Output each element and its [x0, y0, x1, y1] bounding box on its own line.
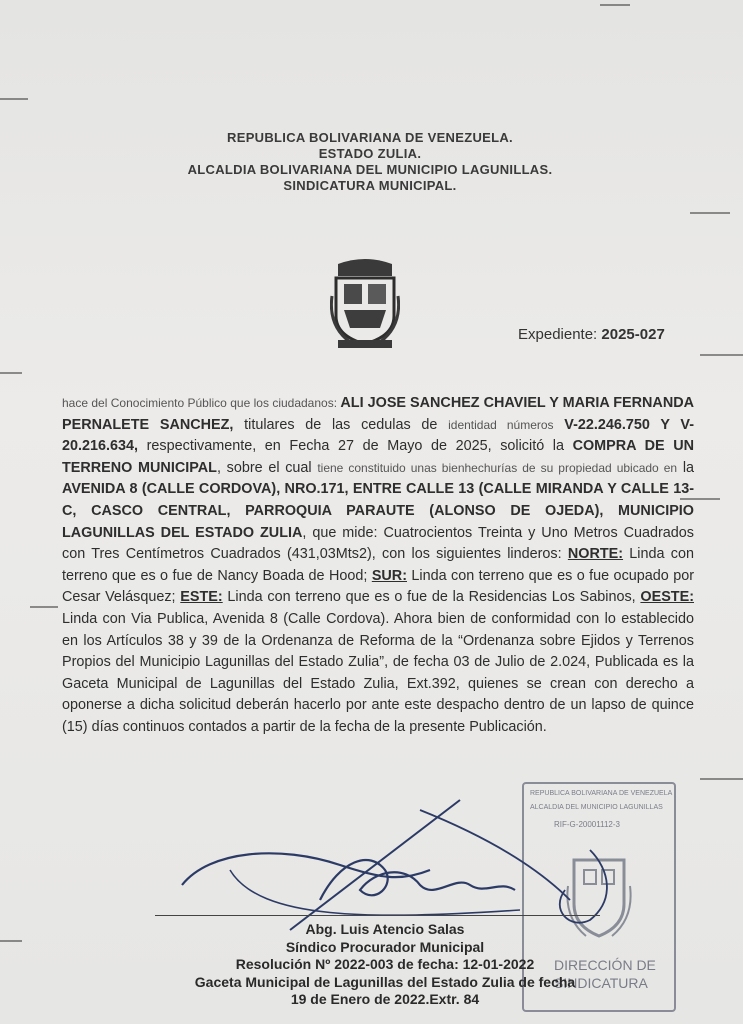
signatory-name: Abg. Luis Atencio Salas: [305, 921, 465, 937]
south-boundary-label: SUR:: [371, 567, 407, 584]
stamp-line: SINDICATURA: [554, 975, 648, 991]
scan-mark: [30, 606, 58, 608]
body-text: la: [677, 459, 695, 476]
handwritten-signature: [170, 790, 620, 940]
file-number-label: Expediente:: [518, 326, 598, 343]
id-numbers: V-22.246.750 Y V- 20.216.634,: [62, 416, 694, 455]
east-boundary: Linda con terreno que es o fue de la Residencias Los Sabinos,: [222, 589, 641, 606]
south-boundary: Linda con terreno que es o fue ocupado por Cesar Velásquez;: [62, 567, 694, 606]
scan-mark: [690, 212, 730, 214]
signatory-resolution: Resolución Nº 2022-003 de fecha: 12-01-2022: [235, 956, 535, 972]
stamp-line: RIF-G-20001112-3: [554, 820, 620, 829]
body-text: hace del Conocimiento Público que los ciudadanos:: [62, 396, 341, 410]
scan-mark: [700, 778, 743, 780]
file-number-value: 2025-027: [601, 326, 665, 343]
scan-mark: [0, 372, 22, 374]
stamp-line: REPUBLICA BOLIVARIANA DE VENEZUELA: [530, 790, 673, 797]
header-mayoralty: ALCALDIA BOLIVARIANA DEL MUNICIPIO LAGUNILLAS.: [187, 162, 553, 177]
header-office: SINDICATURA MUNICIPAL.: [283, 178, 457, 193]
north-boundary: Linda con terreno que es o fue de Nancy Boada de Hood;: [62, 546, 694, 584]
stamp-line: ALCALDIA DEL MUNICIPIO LAGUNILLAS: [530, 804, 663, 811]
body-text: respectivamente, en Fecha 27 de Mayo de 2025, solicitó la: [138, 438, 573, 455]
signatory-title: Síndico Procurador Municipal: [285, 938, 485, 955]
signatory-block: [140, 921, 630, 1009]
signatory-gazette-date: 19 de Enero de 2022.Extr. 84: [290, 991, 480, 1007]
west-boundary-and-legal-text: Linda con Via Publica, Avenida 8 (Calle Cordova). Ahora bien de conformidad con lo establecido en los Artículos 38 y 39 de la Ordenanza de Reforma de la “Ordenanza sobre Ejidos y Terrenos Propios del Municipio Lagunillas del Estado Zulia”, de fecha 03 de Julio de 2.024, Publicada es la Gaceta Municipal de Lagunillas del Estado Zulia, Ext.392, quienes se crean con derecho a oponerse a dicha solicitud deberán hacerlo por ante este despacho dentro de un lapso de quince (15) días continuos contados a partir de la fecha de la presente Publicación.: [62, 610, 694, 735]
header-republic: REPUBLICA BOLIVARIANA DE VENEZUELA.: [227, 130, 513, 145]
body-text: tiene constituido unas bienhechurías de su propiedad ubicado en: [317, 460, 678, 475]
scan-mark: [700, 354, 743, 356]
file-number: [518, 326, 665, 343]
scan-mark: [0, 940, 22, 942]
header-state: ESTADO ZULIA.: [318, 146, 422, 161]
document-header: [140, 130, 600, 194]
north-boundary-label: NORTE:: [567, 546, 624, 563]
notice-body: [62, 393, 694, 739]
stamp-line: DIRECCIÓN DE: [554, 957, 656, 973]
applicant-names: ALI JOSE SANCHEZ CHAVIEL Y MARIA FERNANDA PERNALETE SANCHEZ,: [62, 395, 694, 433]
property-location: AVENIDA 8 (CALLE CORDOVA), NRO.171, ENTRE CALLE 13 (CALLE MIRANDA Y CALLE 13-C, CASCO CENTRAL, PARROQUIA PARAUTE (ALONSO DE OJEDA), MUNICIPIO LAGUNILLAS DEL ESTADO ZULIA: [62, 481, 694, 541]
scan-mark: [600, 4, 630, 6]
body-text: , sobre el cual: [216, 459, 318, 476]
west-boundary-label: OESTE:: [640, 589, 694, 606]
body-text: , que mide: Cuatrocientos Treinta y Uno Metros Cuadrados con Tres Centímetros Cuadrados (431,03Mts2), con los siguientes linderos:: [62, 524, 694, 563]
signature-line: [155, 915, 600, 916]
scan-mark: [0, 98, 28, 100]
east-boundary-label: ESTE:: [180, 589, 223, 606]
body-text: titulares de las cedulas de: [233, 416, 449, 433]
signatory-gazette: Gaceta Municipal de Lagunillas del Estado Zulia de fecha: [194, 973, 576, 990]
request-type: COMPRA DE UN TERRENO MUNICIPAL: [62, 438, 694, 476]
municipal-seal-icon: [330, 256, 400, 350]
body-text: identidad números: [448, 417, 554, 432]
